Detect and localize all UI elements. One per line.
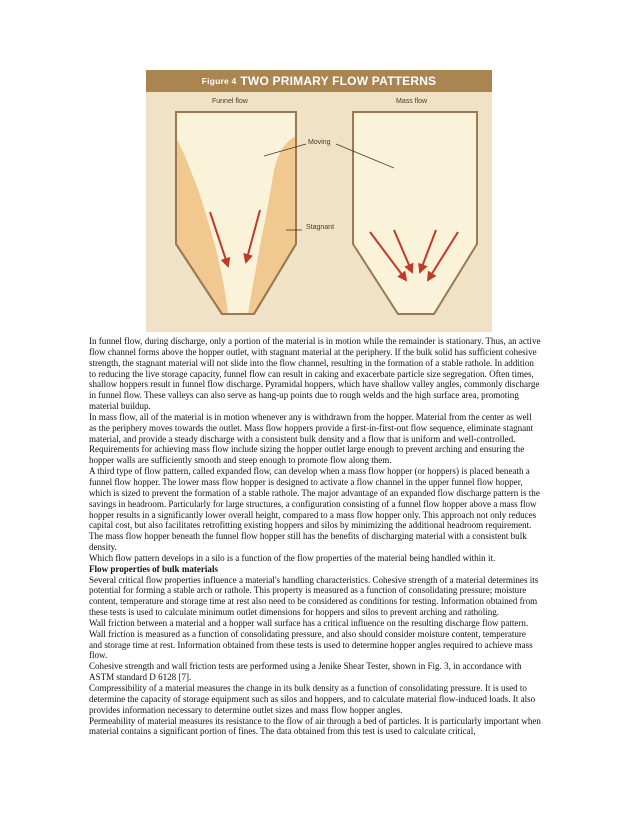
flow-diagram [146, 92, 492, 332]
body-paragraph: Several critical flow properties influence a material's handling characteristics. Cohesive strength of a material determines its potential for forming a stable arch or rathole. This property is measured as a function of consolidating pressure; moisture content, temperature and storage time at rest also need to be considered as conditions for testing. Information obtained from these tests is used to calculate minimum outlet dimensions for hoppers and silos to prevent arching and ratholing. [89, 574, 539, 618]
body-paragraph: Compressibility of a material measures the change in its bulk density as a function of consolidating pressure. It is used to determine the capacity of storage equipment such as silos and hoppers, and to calculate material flow-induced loads. It also provides information necessary to determine outlet sizes and mass flow hopper angles. [89, 683, 536, 715]
article-body [89, 336, 541, 737]
figure-number: Figure 4 [201, 76, 237, 86]
body-paragraph: Wall friction between a material and a hopper wall surface has a critical influence on the resulting discharge flow pattern. Wall friction is measured as a function of consolidating pressure, and also should consider moisture content, temperature and storage time at rest. Information obtained from these tests is used to determine hopper angles required to achieve mass flow. [89, 617, 533, 661]
body-paragraph: In mass flow, all of the material is in motion whenever any is withdrawn from the hopper. Material from the center as well as the periphery moves towards the outlet. Mass flow hoppers provide a first-in-first-out flow sequence, eliminate stagnant material, and provide a steady discharge with a consistent bulk density and a flow that is uniform and well-controlled. Requirements for achieving mass flow include sizing the hopper outlet large enough to prevent arching and ensuring the hopper walls are sufficiently smooth and steep enough to promote flow along them. [89, 411, 534, 466]
body-paragraph: A third type of flow pattern, called expanded flow, can develop when a mass flow hopper (or hoppers) is placed beneath a funnel flow hopper. The lower mass flow hopper is designed to activate a flow channel in the upper funnel flow hopper, which is sized to prevent the formation of a stable rathole. The major advantage of an expanded flow discharge pattern is the savings in headroom. Particularly for large structures, a configuration consisting of a funnel flow hopper above a mass flow hopper results in a significantly lower overall height, compared to a mass flow hopper only. This approach not only reduces capital cost, but also facilitates retrofitting existing hoppers and silos by minimizing the additional headroom requirement. The mass flow hopper beneath the funnel flow hopper still has the benefits of discharging material with a consistent bulk density. [89, 466, 540, 553]
body-paragraph: Cohesive strength and wall friction tests are performed using a Jenike Shear Tester, shown in Fig. 3, in accordance with ASTM standard D 6128 [7]. [89, 661, 522, 683]
body-paragraph: Permeability of material measures its resistance to the flow of air through a bed of particles. It is particularly important when material contains a significant portion of fines. The data obtained from this test is used to calculate critical, [89, 715, 541, 737]
moving-label: Moving [308, 139, 331, 146]
section-heading: Flow properties of bulk materials [89, 563, 218, 574]
body-paragraph: In funnel flow, during discharge, only a portion of the material is in motion while the remainder is stationary. Thus, an active flow channel forms above the hopper outlet, with stagnant material at the periphery. If the bulk solid has sufficient cohesive strength, the stagnant material will not slide into the flow channel, resulting in the formation of a stable rathole. In addition to reducing the live storage capacity, funnel flow can result in caking and exacerbate particle size segregation. Often times, shallow hoppers result in funnel flow discharge. Pyramidal hoppers, which have shallow valley angles, commonly discharge in funnel flow. These valleys can also serve as hang-up points due to rough welds and the high surface area, promoting material buildup. [89, 336, 541, 412]
mass-flow-label: Mass flow [396, 98, 428, 105]
funnel-flow-label: Funnel flow [212, 98, 248, 105]
figure-title-bar [146, 70, 492, 92]
body-paragraph: Which flow pattern develops in a silo is a function of the flow properties of the material being handled within it. [89, 552, 496, 563]
stagnant-label: Stagnant [306, 224, 335, 231]
funnel-flow-hopper [176, 112, 296, 314]
mass-flow-hopper [353, 112, 477, 314]
mass-moving-region [353, 112, 477, 314]
figure-title: TWO PRIMARY FLOW PATTERNS [240, 74, 437, 88]
flow-patterns-figure [146, 70, 492, 332]
